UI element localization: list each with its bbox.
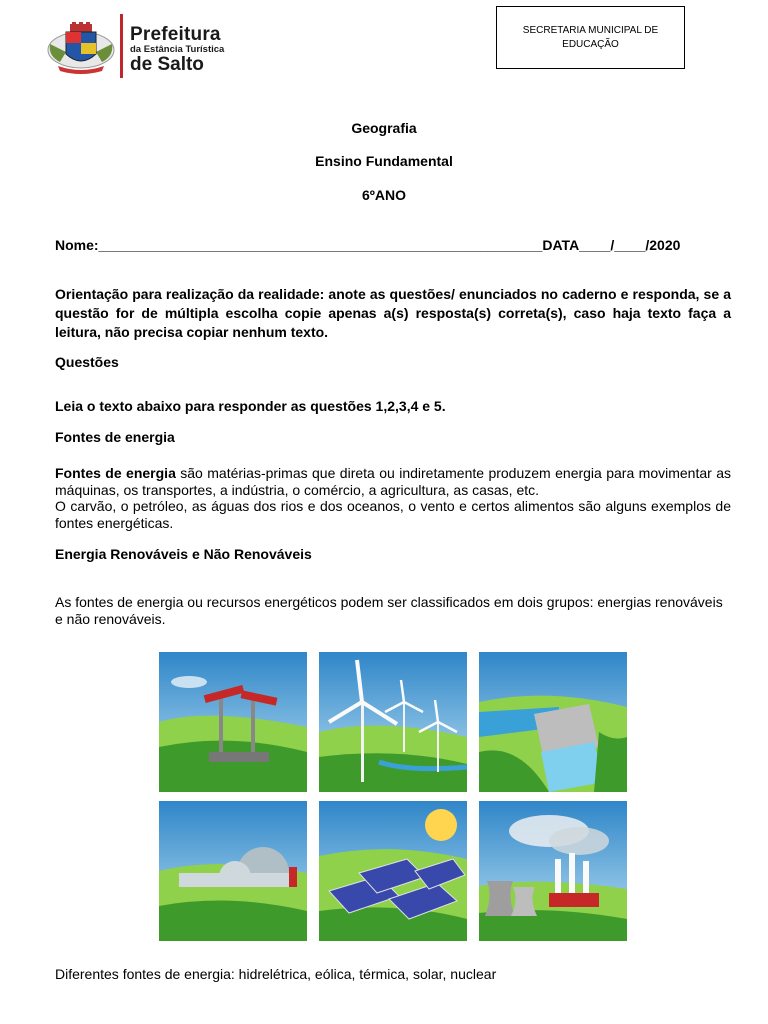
section1-term: Fontes de energia xyxy=(55,465,176,481)
nuclear-plant-image xyxy=(159,801,307,941)
secretaria-line2: EDUCAÇÃO xyxy=(562,39,619,50)
thermal-plant-image xyxy=(479,801,627,941)
name-date-line: Nome:_________________________________________________________DATA____/____/2020 xyxy=(55,237,681,253)
grade-title: 6ºANO xyxy=(361,187,406,203)
logo-subtitle: da Estância Turística xyxy=(130,44,225,55)
secretaria-line1: SECRETARIA MUNICIPAL DE xyxy=(522,25,659,36)
section1-paragraph xyxy=(55,465,731,531)
logo-divider xyxy=(120,14,123,78)
section1-heading: Fontes de energia xyxy=(55,429,175,445)
level-title: Ensino Fundamental xyxy=(315,153,453,169)
read-instruction: Leia o texto abaixo para responder as questões 1,2,3,4 e 5. xyxy=(55,398,446,414)
image-caption: Diferentes fontes de energia: hidrelétrica, eólica, térmica, solar, nuclear xyxy=(55,966,497,982)
wind-turbines-image xyxy=(319,652,467,792)
section1-text1: são matérias-primas que direta ou indiretamente produzem energia para movimentar as máquinas, os transportes, a indústria, o comércio, a agricultura, as casas, etc. xyxy=(55,465,731,498)
orientation-text: Orientação para realização da realidade: anote as questões/ enunciados no caderno e responda, se a questão for de múltipla escolha copie apenas a(s) resposta(s) correta(s), caso haja texto faça a leitura, não precisa copiar nenhum texto. xyxy=(55,286,731,340)
oil-pump-image xyxy=(159,652,307,792)
coat-of-arms-icon xyxy=(46,22,116,74)
section2-heading: Energia Renováveis e Não Renováveis xyxy=(55,546,312,562)
section1-text2: O carvão, o petróleo, as águas dos rios e dos oceanos, o vento e certos alimentos são alguns exemplos de fontes energéticas. xyxy=(55,498,731,531)
logo-title: Prefeitura xyxy=(130,24,221,45)
section2-paragraph: As fontes de energia ou recursos energéticos podem ser classificados em dois grupos: energias renováveis e não renováveis. xyxy=(55,594,723,627)
hydroelectric-dam-image xyxy=(479,652,627,792)
secretaria-box xyxy=(496,6,685,69)
logo-city: de Salto xyxy=(130,54,204,75)
subject-title: Geografia xyxy=(351,120,417,136)
prefeitura-logo xyxy=(46,14,256,80)
solar-panels-image xyxy=(319,801,467,941)
questions-heading: Questões xyxy=(55,354,119,370)
